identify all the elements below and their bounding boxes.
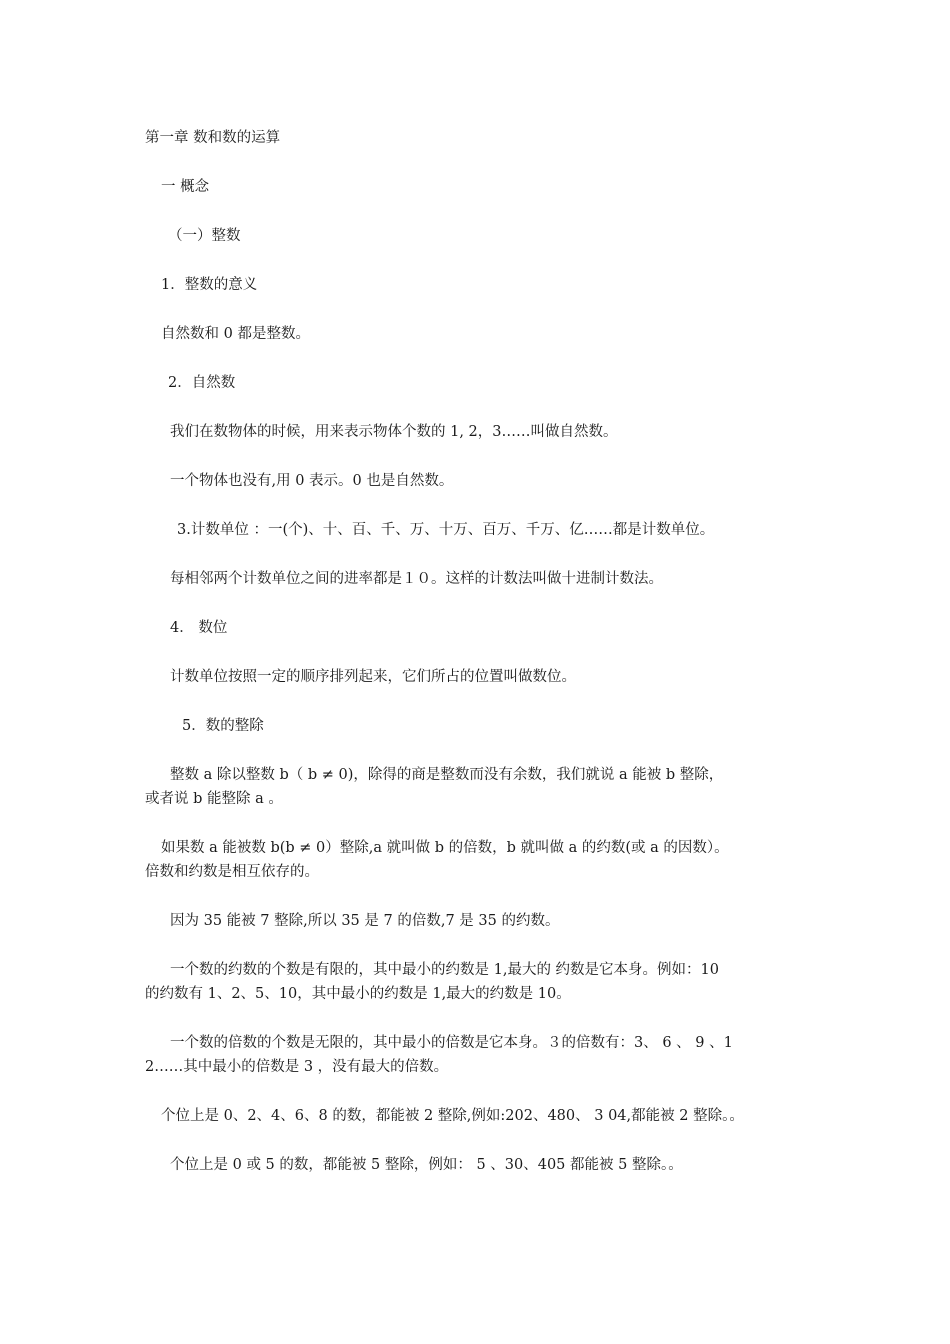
para-divisors-line2: 的约数有 1、2、5、10，其中最小的约数是 1,最大的约数是 10。 xyxy=(145,986,571,1002)
para-divisors-line1: 一个数的约数的个数是有限的，其中最小的约数是 1,最大的 约数是它本身。例如：10 xyxy=(170,962,720,978)
item2-heading: 2．自然数 xyxy=(168,375,236,391)
para-multiples-line1: 一个数的倍数的个数是无限的，其中最小的倍数是它本身。３的倍数有：3、 6 、 9 、1 xyxy=(170,1035,733,1051)
item3-text: 每相邻两个计数单位之间的进率都是１０。这样的计数法叫做十进制计数法。 xyxy=(170,571,663,587)
item2-text-b: 一个物体也没有,用 0 表示。0 也是自然数。 xyxy=(170,473,454,489)
para-divisible-line1: 整数 a 除以整数 b（ b ≠ 0)，除得的商是整数而没有余数，我们就说 a 能被 b 整除， xyxy=(170,767,724,783)
para-divisible-line2: 或者说 b 能整除 a 。 xyxy=(145,791,283,807)
item4-text: 计数单位按照一定的顺序排列起来，它们所占的位置叫做数位。 xyxy=(170,669,576,685)
subsection-title: （一）整数 xyxy=(168,228,241,244)
para-multiple-line2: 倍数和约数是相互依存的。 xyxy=(145,864,319,880)
para-multiples-line2: 2……其中最小的倍数是 3 ，没有最大的倍数。 xyxy=(145,1059,449,1075)
para-example: 因为 35 能被 7 整除,所以 35 是 7 的倍数,7 是 35 的约数。 xyxy=(170,913,560,929)
item3-heading: 3.计数单位 ：一(个)、十、百、千、万、十万、百万、千万、亿……都是计数单位。 xyxy=(177,522,715,538)
item5-heading: 5．数的整除 xyxy=(182,718,264,734)
item1-text: 自然数和 0 都是整数。 xyxy=(161,326,310,342)
para-multiple-line1: 如果数 a 能被数 b(b ≠ 0）整除,a 就叫做 b 的倍数，b 就叫做 a 的约数(或 a 的因数）。 xyxy=(161,840,729,856)
item4-heading: 4． 数位 xyxy=(170,620,228,636)
para-div5: 个位上是 0 或 5 的数，都能被 5 整除，例如： 5 、30、405 都能被 5 整除。。 xyxy=(170,1157,683,1173)
section-title: 一 概念 xyxy=(161,179,210,195)
item2-text-a: 我们在数物体的时候，用来表示物体个数的 1, 2，3……叫做自然数。 xyxy=(170,424,618,440)
item1-heading: 1．整数的意义 xyxy=(161,277,258,293)
para-div2: 个位上是 0、2、4、6、8 的数，都能被 2 整除,例如:202、480、 3 04,都能被 2 整除。。 xyxy=(161,1108,744,1124)
chapter-title: 第一章 数和数的运算 xyxy=(145,130,281,146)
